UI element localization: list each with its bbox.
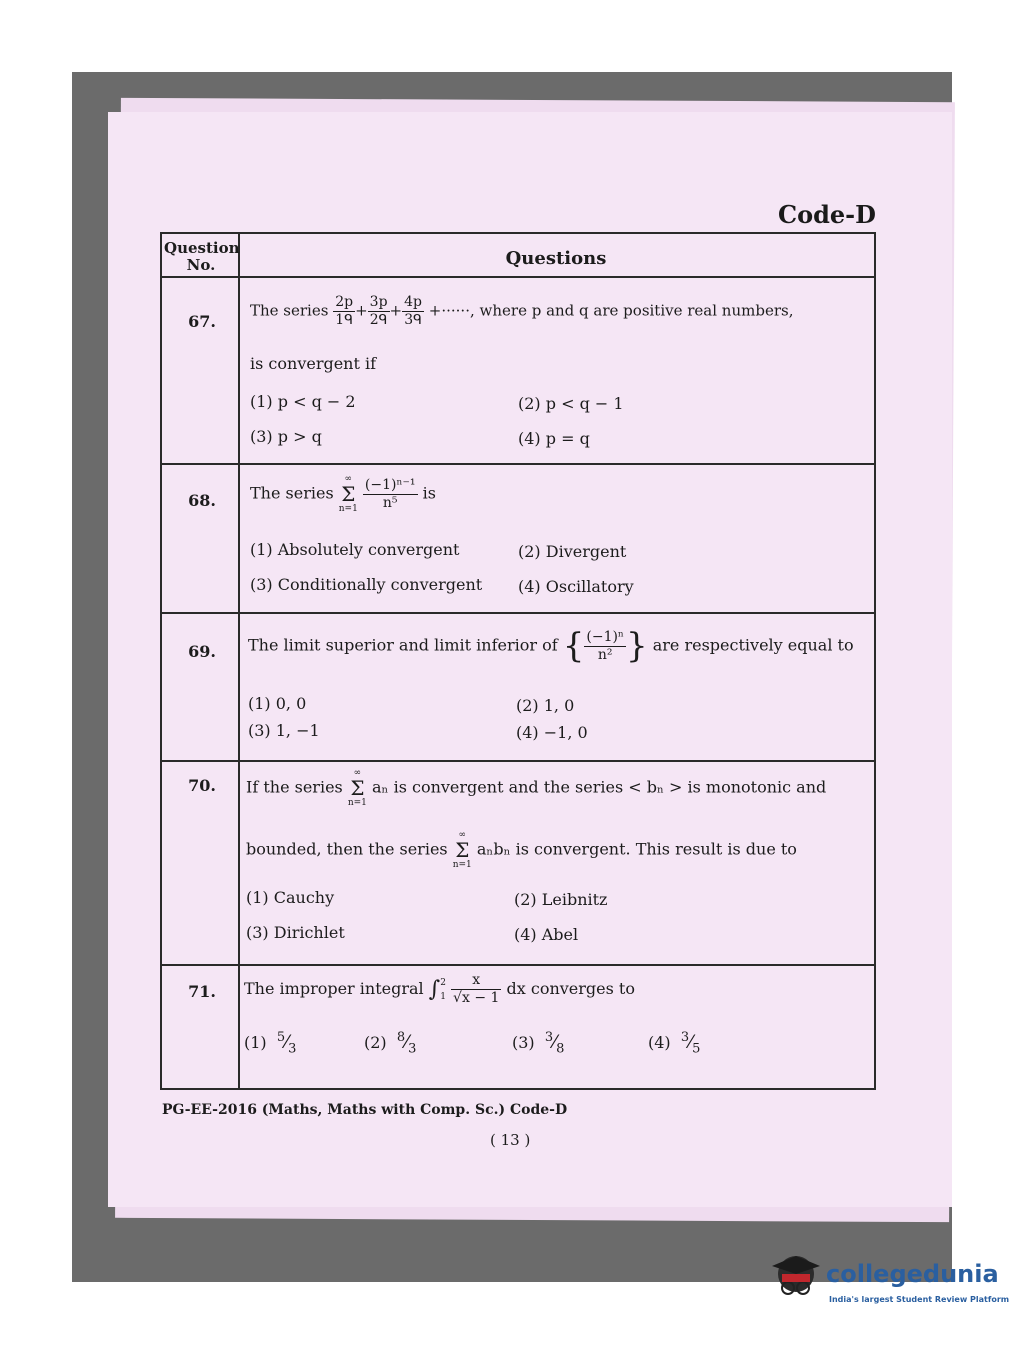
option: (2) Divergent	[518, 542, 627, 561]
option: (1) Cauchy	[246, 888, 335, 907]
question-number: 69.	[188, 642, 216, 661]
column-header-number: Question No.	[164, 239, 240, 274]
option: (3) Dirichlet	[246, 923, 345, 942]
question-number: 71.	[188, 982, 216, 1001]
header-divider	[162, 276, 874, 278]
option: (4) Abel	[514, 925, 579, 944]
question-69-text: The limit superior and limit inferior of { $\frac{\text{(−1)ⁿ}}{\text{n²}}$ } are respectively equal to	[248, 626, 854, 666]
row-divider	[162, 463, 874, 465]
option: (4) $^3⁄_5$	[648, 1030, 701, 1057]
integral-limits: 2 1	[440, 977, 446, 1002]
question-number: 70.	[188, 776, 216, 795]
option: (3) Conditionally convergent	[250, 575, 483, 594]
paper-code: Code-D	[778, 200, 876, 229]
column-header-questions: Questions	[505, 248, 607, 269]
exam-footer: PG-EE-2016 (Maths, Maths with Comp. Sc.) Code-D	[162, 1102, 568, 1118]
fraction: $\frac{3p}{\text{2ᑫ}}$	[369, 294, 388, 328]
column-divider	[238, 234, 240, 1088]
row-divider	[162, 760, 874, 762]
question-number: 67.	[188, 312, 216, 331]
brand-name: collegedunia	[826, 1260, 999, 1288]
summation: ∞ Σ n=1	[347, 768, 367, 808]
question-70-line2: bounded, then the series ∞ Σ n=1 aₙbₙ is convergent. This result is due to	[246, 830, 797, 870]
fraction: $\frac{\text{(−1)ⁿ}}{\text{n²}}$	[586, 628, 624, 663]
option: (3) p > q	[250, 427, 322, 446]
row-divider	[162, 612, 874, 614]
row-divider	[162, 964, 874, 966]
option: (1) $^5⁄_3$	[244, 1030, 297, 1057]
option: (2) $^8⁄_3$	[364, 1030, 417, 1057]
fraction: $\frac{4p}{\text{3ᑫ}}$	[404, 294, 422, 328]
question-67-text: The series $\frac{2p}{\text{1ᑫ}}$ + $\frac{3p}{\text{2ᑫ}}$ + $\frac{4p}{\text{3ᑫ}}$ +······, where p and q are positive real numbers,	[250, 294, 794, 328]
brand-tagline: India's largest Student Review Platform	[829, 1295, 1010, 1304]
option: (2) 1, 0	[516, 696, 575, 715]
question-71-text: The improper integral ∫2 1 $\frac{x}{√x - 1}$ dx converges to	[244, 972, 635, 1006]
question-68-text: The series ∞ Σ n=1 $\frac{\text{(−1)ⁿ⁻¹}}{\text{n⁵}}$ is	[250, 474, 436, 514]
option: (3) $^3⁄_8$	[512, 1030, 565, 1057]
summation: ∞ Σ n=1	[452, 830, 472, 870]
option: (4) Oscillatory	[518, 577, 634, 596]
question-70-text: If the series ∞ Σ n=1 aₙ is convergent and the series < bₙ > is monotonic and	[246, 768, 827, 808]
option: (2) Leibnitz	[514, 890, 608, 909]
option: (2) p < q − 1	[518, 394, 624, 413]
option: (1) p < q − 2	[250, 392, 356, 411]
option: (4) −1, 0	[516, 723, 588, 742]
question-table	[160, 232, 876, 1090]
fraction: $\frac{x}{√x - 1}$	[453, 972, 500, 1006]
option: (3) 1, −1	[248, 721, 320, 740]
option: (1) 0, 0	[248, 694, 307, 713]
fraction: $\frac{\text{(−1)ⁿ⁻¹}}{\text{n⁵}}$	[364, 476, 416, 511]
option: (1) Absolutely convergent	[250, 540, 460, 559]
question-number: 68.	[188, 491, 216, 510]
fraction: $\frac{2p}{\text{1ᑫ}}$	[335, 294, 354, 328]
question-67-line2: is convergent if	[250, 354, 377, 373]
page-number: ( 13 )	[490, 1131, 531, 1149]
summation: ∞ Σ n=1	[338, 474, 358, 514]
option: (4) p = q	[518, 429, 590, 448]
